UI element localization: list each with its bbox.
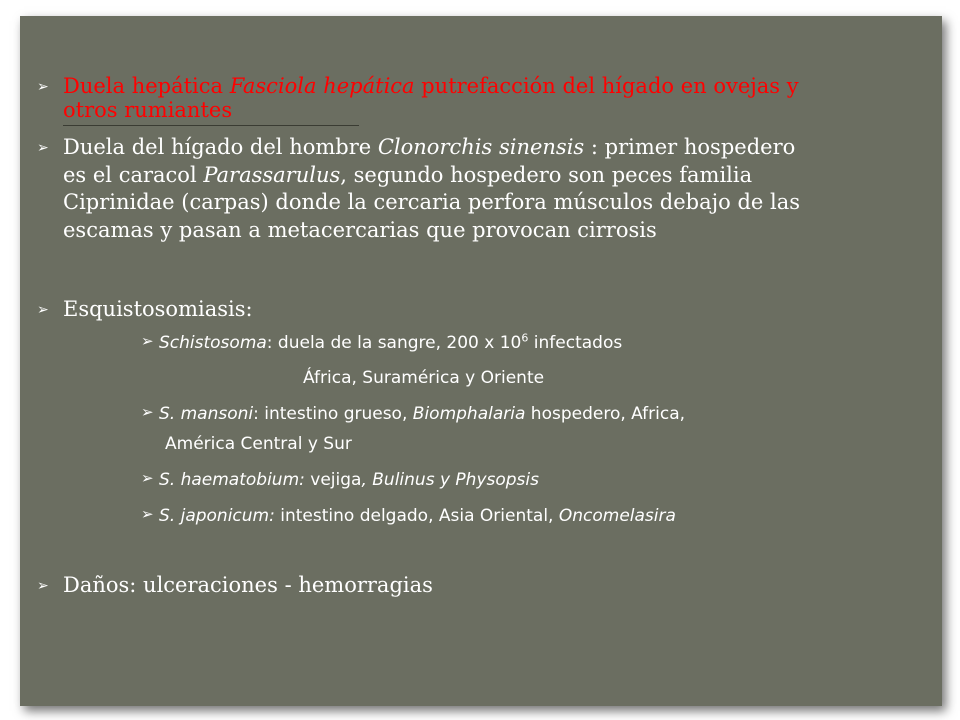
- exponent: 6: [521, 331, 529, 345]
- species-name: S. haematobium:: [159, 470, 305, 490]
- text: hospedero, Africa,: [525, 404, 686, 424]
- text: es el caracol: [63, 163, 204, 187]
- text: , segundo hospedero son peces familia: [340, 163, 753, 187]
- text: putrefacción del hígado en ovejas y: [414, 74, 799, 98]
- sub-bullet-icon: ➢: [141, 403, 154, 421]
- bullet-2-line-3: Ciprinidae (carpas) donde la cercaria perfora músculos debajo de las: [63, 190, 801, 214]
- bullet-4-line-1: Daños: ulceraciones - hemorragias: [63, 573, 433, 597]
- sub-bullet-2-line-1: [159, 403, 685, 425]
- text: Duela del hígado del hombre: [63, 135, 378, 159]
- genus-name: Schistosoma: [159, 333, 267, 353]
- text: vejiga: [304, 470, 362, 490]
- bullet-icon: ➢: [37, 79, 49, 95]
- bullet-3-line-1: Esquistosomiasis:: [63, 297, 253, 321]
- text: Duela hepática: [63, 74, 230, 98]
- genus-names: , Bulinus y Physopsis: [361, 470, 539, 490]
- sub-bullet-1-line-1: [159, 332, 622, 354]
- bullet-1-line-1: [63, 73, 799, 99]
- bullet-2-line-2: [63, 162, 752, 188]
- sub-bullet-3-line-1: [159, 469, 539, 491]
- genus-name: Parassarulus: [203, 163, 341, 187]
- text: : primer hospedero: [584, 135, 796, 159]
- species-name: S. mansoni: [159, 404, 254, 424]
- sub-bullet-icon: ➢: [141, 505, 154, 523]
- bullet-2-line-4: escamas y pasan a metacercarias que provocan cirrosis: [63, 218, 657, 242]
- species-name: Clonorchis sinensis: [377, 135, 585, 159]
- genus-name: Oncomelasira: [558, 506, 676, 526]
- slide: [20, 16, 942, 706]
- bullet-icon: ➢: [37, 140, 49, 156]
- text: : intestino grueso,: [253, 404, 413, 424]
- bullet-1-line-2: otros rumiantes: [63, 98, 233, 122]
- species-name: Fasciola hepática: [229, 74, 415, 98]
- sub-bullet-2-line-2: América Central y Sur: [165, 434, 352, 454]
- text: intestino delgado, Asia Oriental,: [274, 506, 559, 526]
- species-name: S. japonicum:: [159, 506, 275, 526]
- sub-bullet-icon: ➢: [141, 332, 154, 350]
- underline-rule: [63, 125, 359, 126]
- sub-bullet-1-line-2: África, Suramérica y Oriente: [303, 368, 545, 388]
- bullet-icon: ➢: [37, 578, 49, 594]
- genus-name: Biomphalaria: [412, 404, 526, 424]
- bullet-icon: ➢: [37, 302, 49, 318]
- text: : duela de la sangre, 200 x 10: [266, 333, 522, 353]
- sub-bullet-icon: ➢: [141, 469, 154, 487]
- sub-bullet-4-line-1: [159, 505, 676, 527]
- text: infectados: [528, 333, 623, 353]
- bullet-2-line-1: [63, 134, 795, 160]
